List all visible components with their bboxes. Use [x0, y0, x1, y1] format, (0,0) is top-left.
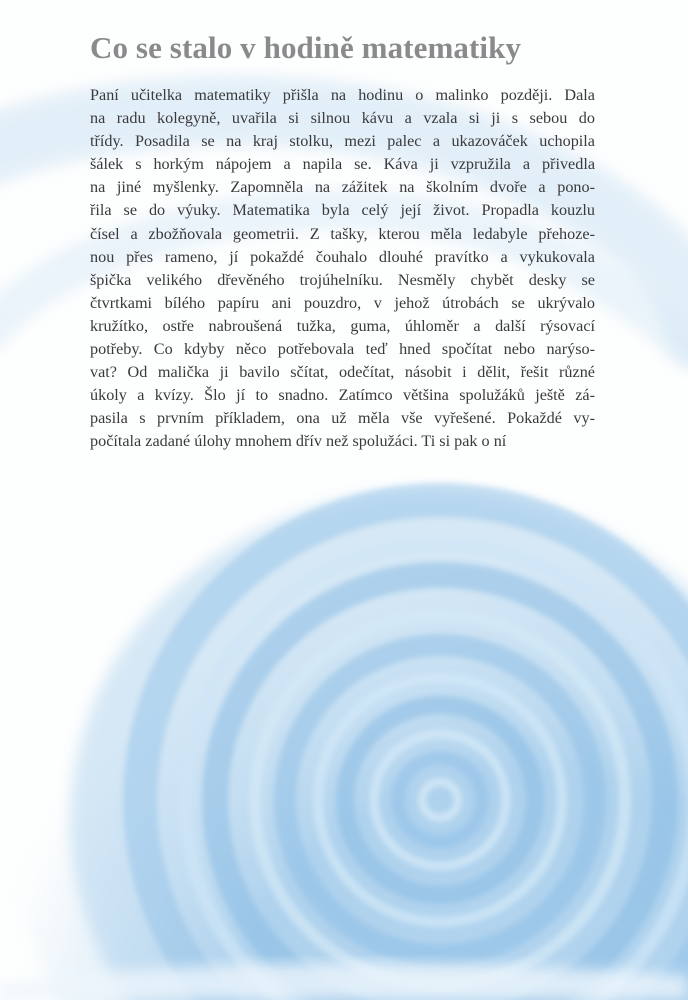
page-title: Co se stalo v hodině matematiky: [90, 30, 522, 65]
text-line: potřeby. Co kdyby něco potřebovala teď hned spočítat nebo narýso-: [90, 340, 595, 359]
text-line: počítala zadané úlohy mnohem dřív než spolužáci. Ti si pak o ní: [90, 432, 507, 451]
text-line: nou přes rameno, jí pokaždé čouhalo dlouhé pravítko a vykukovala: [90, 247, 595, 266]
text-line: šálek s horkým nápojem a napila se. Káva ji vzpružila a přivedla: [90, 155, 595, 174]
text-line: kružítko, ostře nabroušená tužka, guma, úhloměr a další rýsovací: [90, 316, 595, 335]
text-line: Paní učitelka matematiky přišla na hodinu o malinko později. Dala: [90, 86, 595, 104]
text-line: čísel a zbožňovala geometrii. Z tašky, kterou měla ledabyle přehoze-: [90, 224, 595, 243]
text-line: špička velikého dřevěného trojúhelníku. Nesměly chybět desky se: [90, 270, 595, 289]
body-paragraph: [90, 84, 595, 454]
text-line: pasila s prvním příkladem, ona už měla vše vyřešené. Pokaždé vy-: [90, 409, 595, 428]
text-line: vat? Od malička ji bavilo sčítat, odečítat, násobit i dělit, řešit různé: [90, 363, 595, 382]
text-line: úkoly a kvízy. Šlo jí to snadno. Zatímco většina spolužáků ještě zá-: [90, 386, 595, 405]
text-line: čtvrtkami bílého papíru ani pouzdro, v jehož útrobách se ukrývalo: [90, 293, 595, 312]
text-line: řila se do výuky. Matematika byla celý její život. Propadla kouzlu: [90, 201, 595, 220]
text-line: na radu kolegyně, uvařila si silnou kávu a vzala si ji s sebou do: [90, 109, 595, 128]
text-line: na jiné myšlenky. Zapomněla na zážitek na školním dvoře a pono-: [90, 178, 595, 197]
text-line: třídy. Posadila se na kraj stolku, mezi palec a ukazováček uchopila: [90, 132, 595, 151]
